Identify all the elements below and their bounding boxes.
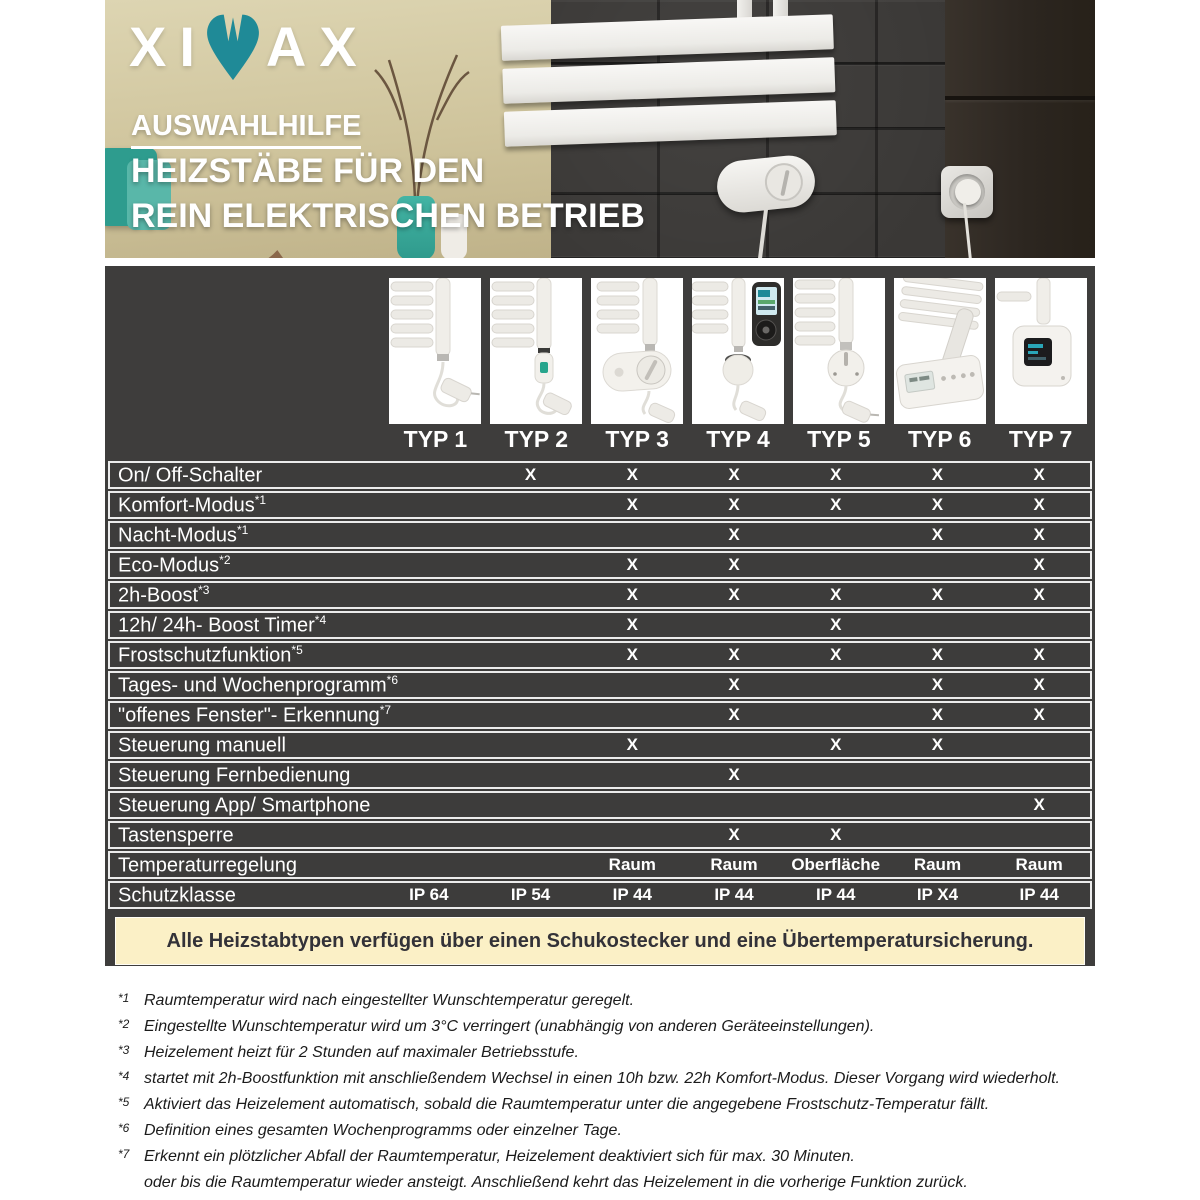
feature-cell: X [728,705,740,724]
footnote-line [118,990,1093,1012]
product-image-row [105,266,1095,424]
feature-cell: IP 44 [714,885,754,904]
table-row [108,731,1092,759]
table-row [108,581,1092,609]
feature-cell: IP X4 [916,885,959,904]
feature-cell: X [830,495,842,514]
footnote-line [118,1016,1093,1038]
table-row [108,521,1092,549]
footnote-marker: *6 [118,1121,130,1135]
feature-cell: IP 64 [409,885,449,904]
logo-text-right: AX [265,14,370,78]
feature-cell: X [728,525,740,544]
footnote-text: Eingestellte Wunschtemperatur wird um 3°C verringert (unabhängig von anderen Geräteeinstellungen). [144,1018,875,1035]
feature-cell: IP 44 [816,885,856,904]
table-row [108,881,1092,909]
feature-label: Temperaturregelung [118,854,297,877]
footnote-line [118,1172,1093,1194]
product-image-typ5 [793,278,885,424]
feature-label: Steuerung manuell [118,734,286,757]
footnote-line [118,1068,1093,1090]
feature-cell: X [931,645,944,664]
feature-cell: X [931,465,944,484]
feature-cell: X [830,615,842,634]
heating-rod-typ3-icon [591,278,683,424]
feature-cell: X [626,555,638,574]
feature-cell: X [1033,555,1045,574]
table-row [108,461,1092,489]
table-row [108,641,1092,669]
feature-cell: X [931,705,944,724]
feature-label: Komfort-Modus$^{*1}$ [118,492,267,517]
feature-label: Eco-Modus$^{*2}$ [118,552,231,577]
control-panel-typ6-icon [894,278,986,424]
feature-cell: X [1033,525,1045,544]
column-header-typ1: TYP 1 [403,426,468,452]
feature-cell: X [728,765,740,784]
feature-cell: Raum [1015,855,1063,874]
feature-cell: X [830,645,842,664]
footnote-line [118,1146,1093,1168]
feature-label: Frostschutzfunktion$^{*5}$ [118,642,303,667]
table-row [108,821,1092,849]
feature-cell: IP 44 [612,885,652,904]
feature-cell: X [830,465,842,484]
feature-cell: X [728,825,740,844]
product-image-typ4 [692,278,784,424]
footnote-text: oder bis die Raumtemperatur wieder ansteigt. Anschließend kehrt das Heizelement in die vorherige Funktion zurück. [144,1174,968,1191]
table-row [108,791,1092,819]
feature-cell: X [626,585,638,604]
footnote-marker [118,1169,144,1191]
hero-banner [105,0,1095,258]
hero-title-line2: REIN ELEKTRISCHEN BETRIEB [131,197,645,235]
feature-label: Nacht-Modus$^{*1}$ [118,522,249,547]
footnote-text: Heizelement heizt für 2 Stunden auf maximaler Betriebsstufe. [144,1044,579,1061]
table-row [108,551,1092,579]
footnote-marker: *7 [118,1147,130,1161]
column-header-typ7: TYP 7 [1008,426,1073,452]
column-header-typ2: TYP 2 [504,426,569,452]
feature-label: Tages- und Wochenprogramm$^{*6}$ [118,672,398,697]
product-image-typ1 [389,278,481,424]
feature-label: Steuerung App/ Smartphone [118,794,371,817]
footnote-marker: *1 [118,991,130,1005]
product-cell-typ4 [688,278,789,424]
feature-cell: X [626,495,638,514]
product-cell-typ7 [990,278,1091,424]
column-header-typ4: TYP 4 [706,426,770,452]
footnote-text: Erkennt ein plötzlicher Abfall der Raumtemperatur, Heizelement deaktiviert sich für max. 30 Minuten. [144,1148,855,1165]
feature-cell: X [1033,705,1045,724]
feature-cell: X [728,465,740,484]
feature-cell: X [1033,795,1045,814]
logo-text-left: XI [129,14,208,78]
feature-label: 12h/ 24h- Boost Timer$^{*4}$ [118,612,327,637]
note-bar: Alle Heizstabtypen verfügen über einen Schukostecker und eine Übertemperatursicherung. [115,917,1085,965]
table-row [108,611,1092,639]
comparison-table [105,266,1095,966]
footnote-marker: *3 [118,1043,130,1057]
feature-cell: X [830,585,842,604]
feature-cell: X [931,735,944,754]
radiator-panel [501,14,837,155]
feature-rows [105,457,1095,909]
feature-label: Steuerung Fernbedienung [118,764,351,787]
feature-cell: X [830,735,842,754]
plug-icon [955,179,981,205]
feature-cell: X [1033,495,1045,514]
heating-rod-typ4-icon [692,278,784,424]
feature-cell: X [931,525,944,544]
footnote-text: Aktiviert das Heizelement automatisch, sobald die Raumtemperatur unter die angegebene Frostschutz-Temperatur fällt. [144,1096,990,1113]
table-row [108,761,1092,789]
product-image-typ7 [995,278,1087,424]
radiator-slat [504,100,837,147]
smart-box-typ7-icon [995,278,1087,424]
product-cell-typ3 [587,278,688,424]
feature-cell: IP 44 [1019,885,1059,904]
logo-m-icon [204,10,262,82]
feature-label: On/ Off-Schalter [118,464,263,487]
product-cell-typ2 [486,278,587,424]
feature-cell: Raum [913,855,962,874]
table-row [108,851,1092,879]
feature-cell: X [728,495,740,514]
feature-cell: X [1033,585,1045,604]
feature-cell: X [626,645,638,664]
hero-title-line1: HEIZSTÄBE FÜR DEN [131,152,485,190]
footnote-text: Raumtemperatur wird nach eingestellter Wunschtemperatur geregelt. [144,992,635,1009]
feature-cell: X [728,645,740,664]
footnote-marker: *4 [118,1069,130,1083]
feature-cell: X [626,615,638,634]
feature-cell: X [931,585,944,604]
column-header-typ5: TYP 5 [807,426,871,452]
column-header-typ3: TYP 3 [605,426,669,452]
product-image-typ2 [490,278,582,424]
footnote-text: startet mit 2h-Boostfunktion mit anschließendem Wechsel in einen 10h bzw. 22h Komfort-Modus. Dieser Vorgang wird wiederholt. [144,1070,1060,1087]
ximax-logo [129,10,370,82]
product-cell-typ5 [788,278,889,424]
thermostat-dial-icon [763,161,805,203]
radiator-slat [502,57,835,104]
feature-cell: X [728,585,740,604]
column-spacer [109,426,385,453]
column-header-typ6: TYP 6 [907,426,972,452]
feature-cell: X [524,465,537,484]
feature-cell: X [1033,465,1045,484]
feature-cell: X [626,735,638,754]
heating-rod-typ1-icon [389,278,481,424]
feature-cell: X [728,675,740,694]
feature-cell: X [728,555,740,574]
heating-rod-typ2-icon [490,278,582,424]
feature-label: Tastensperre [118,824,234,847]
footnote-line [118,1094,1093,1116]
feature-label: "offenes Fenster"- Erkennung$^{*7}$ [118,702,392,727]
hero-eyebrow: AUSWAHLHILFE [131,110,361,149]
column-spacer [109,278,385,424]
product-cell-typ6 [889,278,990,424]
feature-cell: X [830,825,842,844]
table-row [108,491,1092,519]
feature-cell: Oberfläche [791,855,881,874]
product-image-typ6 [894,278,986,424]
footnotes [118,990,1093,1198]
footnote-text: Definition eines gesamten Wochenprogramms oder einzelner Tage. [144,1122,622,1139]
footnote-line [118,1120,1093,1142]
feature-cell: Raum [608,855,656,874]
feature-cell: X [1033,645,1045,664]
feature-label: Schutzklasse [118,884,236,907]
heating-rod-typ5-icon [793,278,885,424]
product-cell-typ1 [385,278,486,424]
feature-cell: X [931,675,944,694]
footnote-marker: *2 [118,1017,130,1031]
feature-cell: X [931,495,944,514]
table-row [108,701,1092,729]
table-row [108,671,1092,699]
feature-cell: X [1033,675,1045,694]
product-image-typ3 [591,278,683,424]
footnote-line [118,1042,1093,1064]
feature-cell: IP 54 [510,885,551,904]
feature-cell: Raum [710,855,758,874]
footnote-marker: *5 [118,1095,130,1109]
feature-cell: X [626,465,638,484]
typ-label-row [105,424,1095,457]
feature-label: 2h-Boost$^{*3}$ [118,582,210,607]
